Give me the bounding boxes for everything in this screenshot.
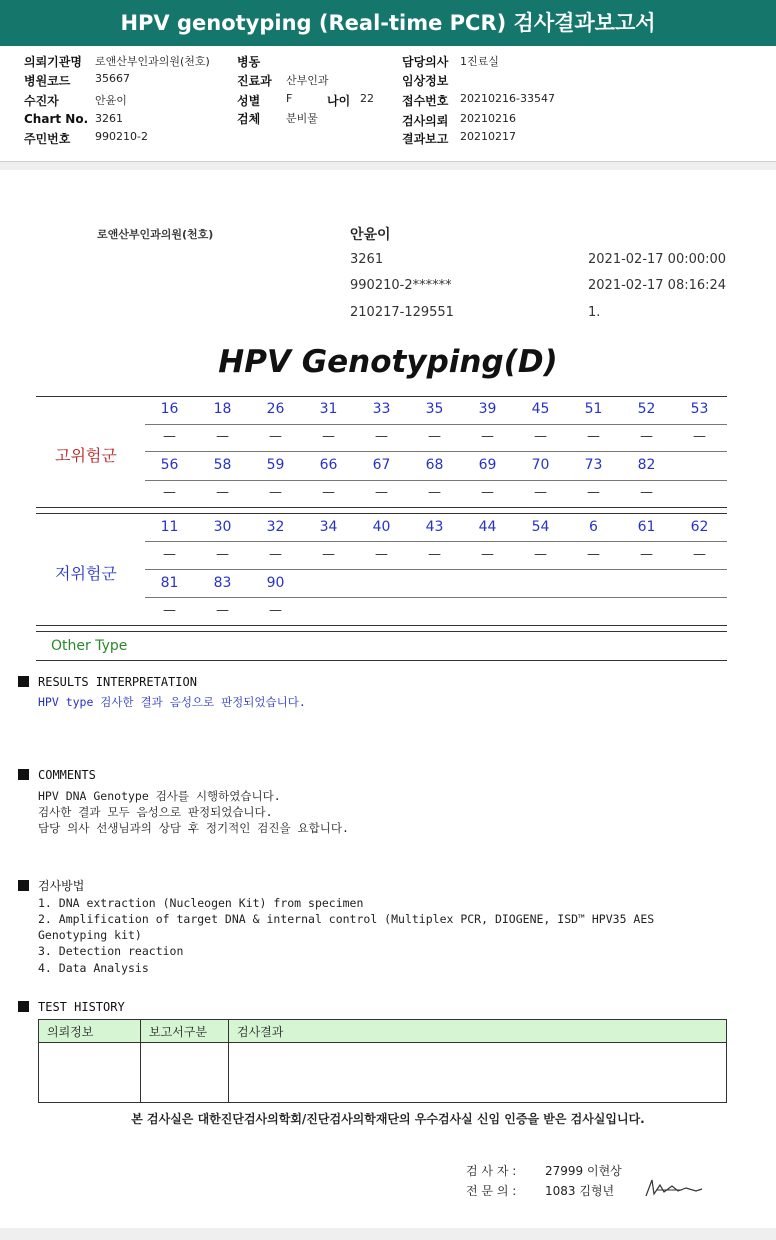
comments-heading <box>18 768 96 782</box>
dept-value: 산부인과 <box>286 74 329 87</box>
genotype-result: — <box>269 603 282 618</box>
genotype-label: 45 <box>531 401 550 417</box>
genotype-label: 82 <box>637 457 656 473</box>
genotype-result: — <box>216 485 229 500</box>
receipt-label: 접수번호 <box>402 94 449 108</box>
genotype-label: 51 <box>584 401 603 417</box>
genotype-label: 66 <box>319 457 338 473</box>
rule <box>145 424 727 425</box>
comments-heading-text: COMMENTS <box>38 768 96 782</box>
genotype-result: — <box>587 429 600 444</box>
genotype-result: — <box>375 547 388 562</box>
genotype-label: 58 <box>213 457 232 473</box>
patient-chart: 3261 <box>350 252 384 267</box>
genotype-label: 18 <box>213 401 232 417</box>
id-value: 990210-2 <box>95 130 148 143</box>
hospital-code-label: 병원코드 <box>24 74 71 88</box>
table-cell <box>229 1043 727 1103</box>
hospital-code-value: 35667 <box>95 72 130 85</box>
genotype-result: — <box>534 429 547 444</box>
results-heading-text: RESULTS INTERPRETATION <box>38 675 197 689</box>
rule <box>145 597 727 598</box>
report-label: 결과보고 <box>402 132 449 146</box>
genotype-result: — <box>375 429 388 444</box>
genotype-label: 43 <box>425 519 444 535</box>
rule <box>36 396 727 397</box>
results-heading <box>18 675 197 689</box>
id-label: 주민번호 <box>24 132 71 146</box>
genotype-label: 39 <box>478 401 497 417</box>
col-test-result: 검사결과 <box>229 1020 727 1043</box>
genotype-label: 53 <box>690 401 709 417</box>
genotype-result: — <box>163 603 176 618</box>
bullet-square-icon <box>18 1001 29 1012</box>
genotype-label: 40 <box>372 519 391 535</box>
genotype-label: 26 <box>266 401 285 417</box>
genotype-result: — <box>587 547 600 562</box>
doctor-label: 담당의사 <box>402 55 449 69</box>
genotype-result: — <box>428 547 441 562</box>
genotype-label: 30 <box>213 519 232 535</box>
divider-band <box>0 162 776 170</box>
table-cell <box>39 1043 141 1103</box>
chart-label: Chart No. <box>24 112 89 126</box>
patient-number: 210217-129551 <box>350 305 454 320</box>
genotype-result: — <box>216 429 229 444</box>
genotype-label: 44 <box>478 519 497 535</box>
genotype-result: — <box>640 485 653 500</box>
rule <box>36 631 727 632</box>
genotype-label: 56 <box>160 457 179 473</box>
genotype-label: 73 <box>584 457 603 473</box>
page-number: 1. <box>588 305 601 320</box>
table-row <box>39 1043 727 1103</box>
genotype-label: 6 <box>589 519 598 535</box>
genotype-result: — <box>640 547 653 562</box>
institution-label: 의뢰기관명 <box>24 55 82 69</box>
genotype-result: — <box>322 429 335 444</box>
datetime-1: 2021-02-17 00:00:00 <box>588 252 727 267</box>
genotype-result: — <box>163 429 176 444</box>
genotype-result: — <box>481 485 494 500</box>
genotype-result: — <box>322 547 335 562</box>
genotype-result: — <box>216 547 229 562</box>
genotype-result: — <box>428 429 441 444</box>
genotype-label: 90 <box>266 575 285 591</box>
rule <box>145 541 727 542</box>
examiner-value: 27999 이현상 <box>545 1164 622 1178</box>
genotype-result: — <box>269 547 282 562</box>
results-text: HPV type 검사한 결과 음성으로 판정되었습니다. <box>38 695 306 709</box>
genotype-result: — <box>269 485 282 500</box>
bullet-square-icon <box>18 769 29 780</box>
genotype-result: — <box>534 485 547 500</box>
rule <box>145 451 727 452</box>
genotype-label: 35 <box>425 401 444 417</box>
report-value: 20210217 <box>460 130 516 143</box>
method-line: 3. Detection reaction <box>38 944 184 958</box>
patient-value: 안윤이 <box>95 94 127 107</box>
genotype-result: — <box>322 485 335 500</box>
test-title: HPV Genotyping(D) <box>218 344 558 380</box>
hospital-name: 로앤산부인과의원(천호) <box>97 228 214 241</box>
rule <box>36 513 727 514</box>
method-line: 2. Amplification of target DNA & internal control (Multiplex PCR, DIOGENE, ISD™ HPV35 AES <box>38 912 655 926</box>
patient-name: 안윤이 <box>350 227 391 243</box>
specimen-label: 검체 <box>237 112 261 126</box>
history-heading-text: TEST HISTORY <box>38 1000 125 1014</box>
report-title: HPV genotyping (Real-time PCR) 검사결과보고서 <box>0 0 776 46</box>
genotype-label: 33 <box>372 401 391 417</box>
request-label: 검사의뢰 <box>402 114 449 128</box>
comment-line: HPV DNA Genotype 검사를 시행하였습니다. <box>38 789 281 803</box>
dept-label: 진료과 <box>237 74 272 88</box>
genotype-label: 11 <box>160 519 179 535</box>
sex-value: F <box>286 92 293 105</box>
sex-label: 성별 <box>237 94 261 108</box>
age-label: 나이 <box>327 94 351 108</box>
comment-line: 검사한 결과 모두 음성으로 판정되었습니다. <box>38 805 273 819</box>
genotype-result: — <box>693 547 706 562</box>
genotype-result: — <box>587 485 600 500</box>
genotype-result: — <box>693 429 706 444</box>
genotype-label: 59 <box>266 457 285 473</box>
certification-text: 본 검사실은 대한진단검사의학회/진단검사의학재단의 우수검사실 신임 인증을 받은 검사실입니다. <box>131 1112 645 1126</box>
rule <box>36 625 727 626</box>
age-value: 22 <box>360 92 374 105</box>
genotype-result: — <box>481 547 494 562</box>
patient-id: 990210-2****** <box>350 278 452 293</box>
genotype-label: 62 <box>690 519 709 535</box>
clinical-label: 임상정보 <box>402 74 449 88</box>
genotype-label: 69 <box>478 457 497 473</box>
genotype-result: — <box>481 429 494 444</box>
genotype-result: — <box>163 485 176 500</box>
bullet-square-icon <box>18 880 29 891</box>
genotype-result: — <box>216 603 229 618</box>
genotype-result: — <box>269 429 282 444</box>
genotype-label: 34 <box>319 519 338 535</box>
genotype-label: 52 <box>637 401 656 417</box>
rule <box>36 660 727 661</box>
examiner-label: 검 사 자 : <box>466 1164 517 1178</box>
test-history-table <box>38 1019 727 1103</box>
method-line: 1. DNA extraction (Nucleogen Kit) from specimen <box>38 896 364 910</box>
specialist-value: 1083 김형년 <box>545 1184 615 1198</box>
chart-value: 3261 <box>95 112 123 125</box>
col-request-info: 의뢰정보 <box>39 1020 141 1043</box>
doctor-value: 1진료실 <box>460 55 499 68</box>
table-cell <box>141 1043 229 1103</box>
comment-line: 담당 의사 선생님과의 상담 후 정기적인 검진을 요합니다. <box>38 821 349 835</box>
genotype-label: 83 <box>213 575 232 591</box>
genotype-result: — <box>375 485 388 500</box>
genotype-label: 31 <box>319 401 338 417</box>
col-report-type: 보고서구분 <box>141 1020 229 1043</box>
ward-label: 병동 <box>237 55 261 69</box>
method-heading <box>18 877 84 894</box>
genotype-label: 67 <box>372 457 391 473</box>
specimen-value: 분비물 <box>286 112 318 125</box>
low-risk-label: 저위험군 <box>55 564 117 583</box>
rule <box>36 507 727 508</box>
genotype-label: 68 <box>425 457 444 473</box>
info-panel <box>0 46 776 162</box>
genotype-result: — <box>534 547 547 562</box>
high-risk-label: 고위험군 <box>55 446 117 465</box>
table-header-row <box>39 1020 727 1043</box>
rule <box>145 569 727 570</box>
specialist-label: 전 문 의 : <box>466 1184 517 1198</box>
patient-label: 수진자 <box>24 94 59 108</box>
other-type-label: Other Type <box>51 638 128 654</box>
rule <box>145 480 727 481</box>
footer-band <box>0 1228 776 1240</box>
genotype-label: 70 <box>531 457 550 473</box>
genotype-result: — <box>640 429 653 444</box>
method-heading-text: 검사방법 <box>38 879 85 893</box>
history-heading <box>18 1000 125 1014</box>
genotype-label: 81 <box>160 575 179 591</box>
bullet-square-icon <box>18 676 29 687</box>
method-line: Genotyping kit) <box>38 928 142 942</box>
genotype-label: 61 <box>637 519 656 535</box>
genotype-label: 16 <box>160 401 179 417</box>
institution-value: 로앤산부인과의원(천호) <box>95 55 210 68</box>
datetime-2: 2021-02-17 08:16:24 <box>588 278 727 293</box>
genotype-label: 54 <box>531 519 550 535</box>
signature-icon <box>642 1176 706 1200</box>
genotype-label: 32 <box>266 519 285 535</box>
genotype-result: — <box>428 485 441 500</box>
request-value: 20210216 <box>460 112 516 125</box>
method-line: 4. Data Analysis <box>38 961 149 975</box>
receipt-value: 20210216-33547 <box>460 92 555 105</box>
genotype-result: — <box>163 547 176 562</box>
